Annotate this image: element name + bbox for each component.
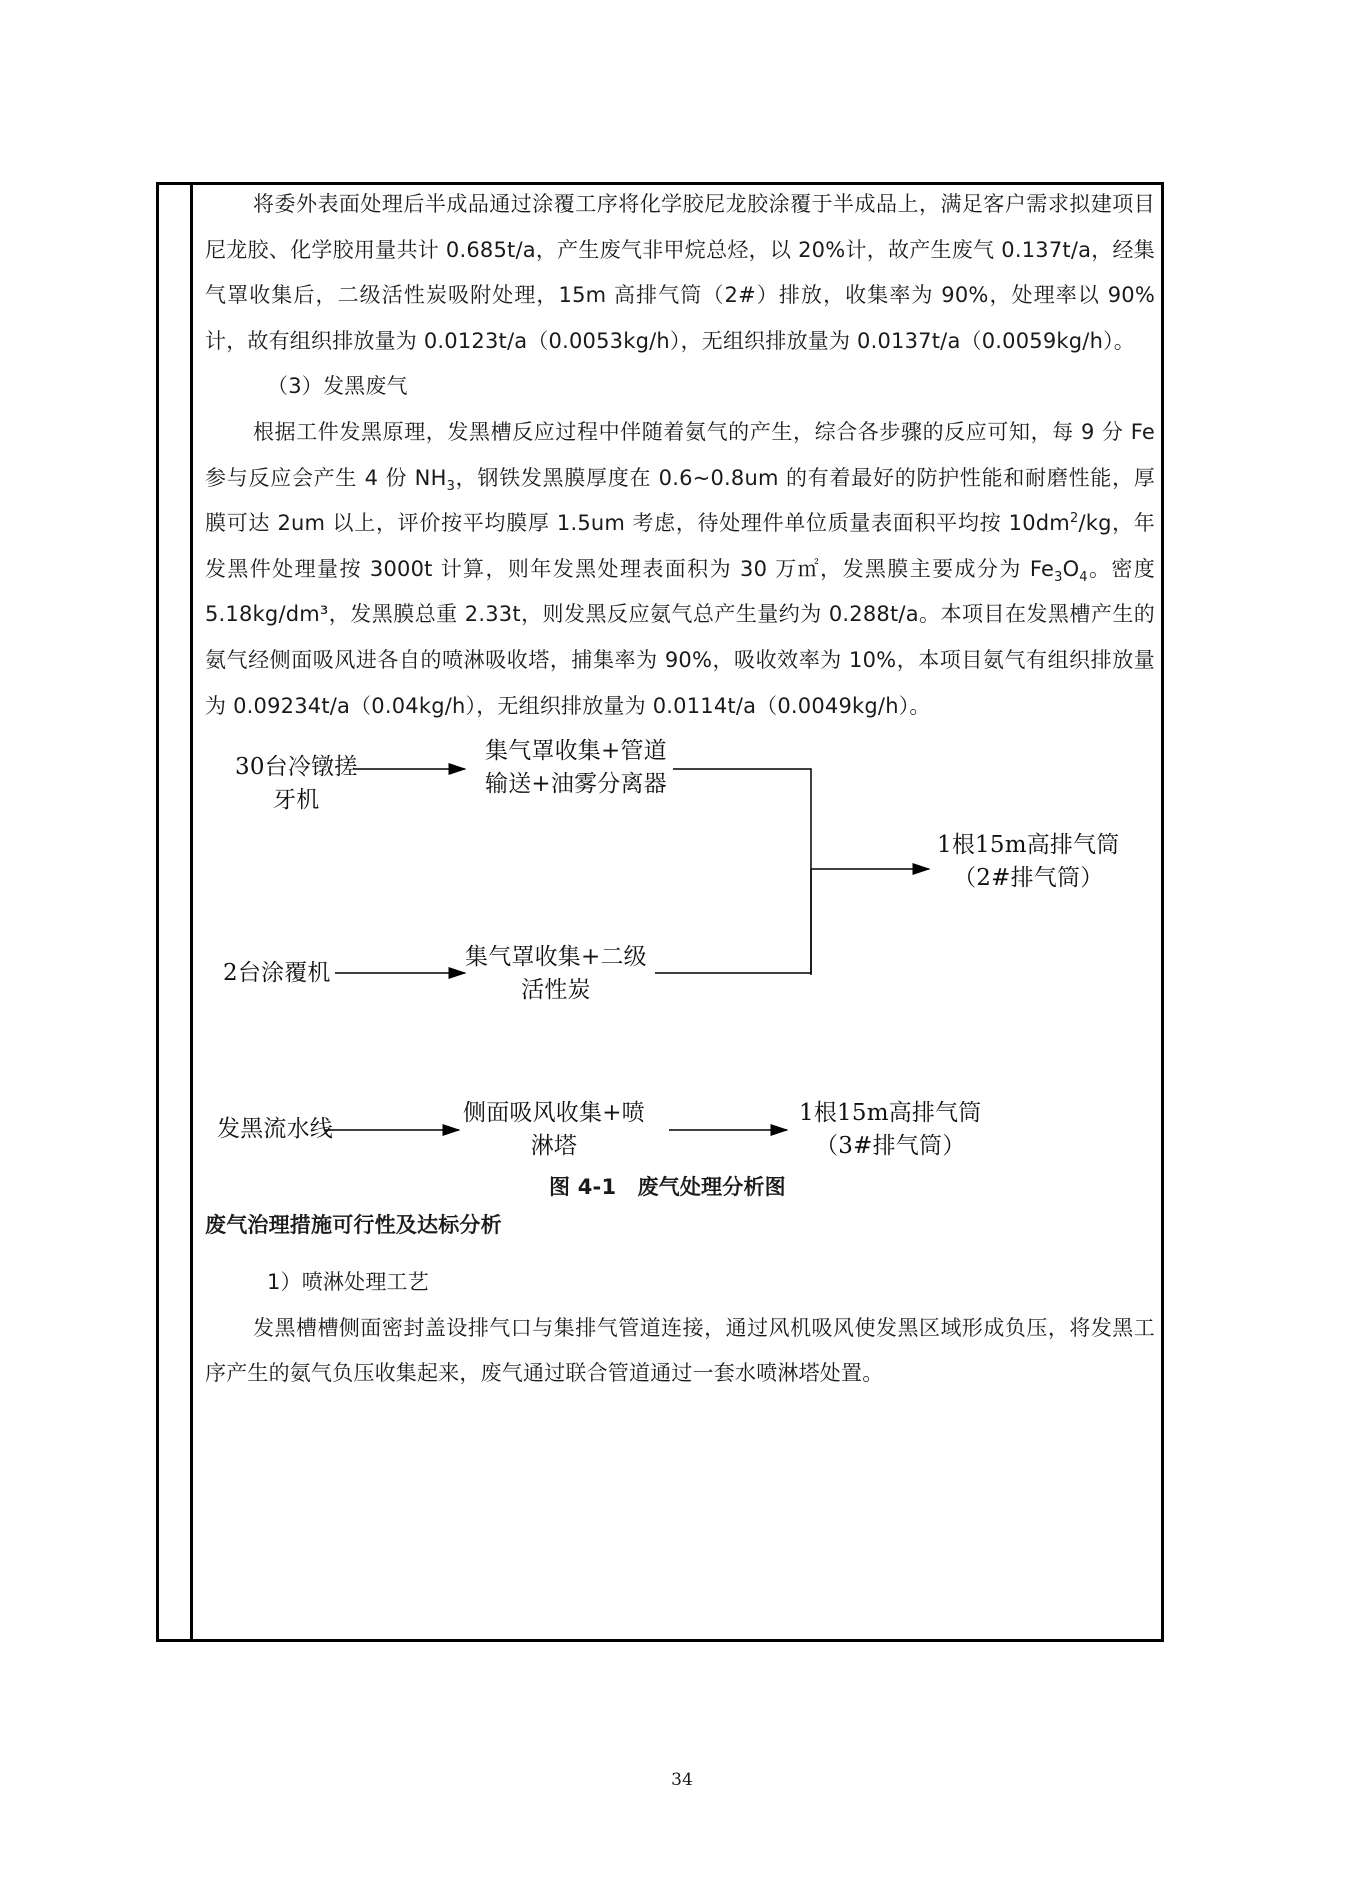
node-source1-line1: 30台冷镦搓 [235,754,358,781]
section-title: 废气治理措施可行性及达标分析 [205,1213,502,1238]
node-source1-line2: 牙机 [273,787,320,814]
paragraph-spray: 发黑槽槽侧面密封盖设排气口与集排气管道连接，通过风机吸风使发黑区域形成负压，将发黑工序产生的氨气负压收集起来，废气通过联合管道通过一套水喷淋塔处置。 [205,1315,1155,1386]
p2-text-c: /kg，年发黑件处理量按 3000t 计算，则年发黑处理表面积为 30 万㎡，发黑膜主要成分为 Fe [205,511,1155,581]
node-outlet1-line1: 1根15m高排气筒 [937,832,1120,859]
p2-sub-3: 4 [1079,569,1088,585]
p2-sub-1: 3 [446,478,456,494]
paragraph-coating: 将委外表面处理后半成品通过涂覆工序将化学胶尼龙胶涂覆于半成品上，满足客户需求拟建项目尼龙胶、化学胶用量共计 0.685t/a，产生废气非甲烷总烃，以 20%计，故产生废气 0.137t/a，经集气罩收集后，二级活性炭吸附处理，15m 高排气筒（2#）排放，收集率为 90%，处理率以 90%计，故有组织排放量为 0.0123t/a（0.0053kg/h），无组织排放量为 0.0137t/a（0.0059kg/h）。 [205,192,1155,353]
node-process2 [465,941,647,1007]
node-outlet1 [937,829,1120,895]
paragraph-blackening [205,410,1155,729]
p2-text-d: O [1062,556,1080,581]
page-number: 34 [671,1770,693,1790]
p2-sub-2: 3 [1054,569,1063,585]
node-outlet2 [799,1097,982,1163]
flow-diagram [205,733,1155,1203]
p2-text-b: ，钢铁发黑膜厚度在 0.6~0.8um 的有着最好的防护性能和耐磨性能，厚膜可达 2um 以上，评价按平均膜厚 1.5um 考虑，待处理件单位质量表面积平均按 10dm [205,465,1156,536]
p2-text-e: 。密度 5.18kg/dm³，发黑膜总重 2.33t，则发黑反应氨气总产生量约为 0.288t/a。本项目在发黑槽产生的氨气经侧面吸风进各自的喷淋吸收塔，捕集率为 90%，吸收效率为 10%，本项目氨气有组织排放量为 0.09234t/a（0.04kg/h），无组织排放量为 0.0114t/a（0.0049kg/h）。 [205,556,1156,718]
cell-content [205,182,1155,1397]
node-source3 [217,1113,333,1146]
node-source3-line1: 发黑流水线 [217,1116,333,1143]
node-outlet2-line2: （3#排气筒） [815,1133,966,1160]
node-process2-line2: 活性炭 [521,977,591,1004]
p2-text-a: 根据工件发黑原理，发黑槽反应过程中伴随着氨气的产生，综合各步骤的反应可知，每 9 分 Fe 参与反应会产生 4 份 NH [205,419,1155,490]
node-source2-line1: 2台涂覆机 [223,960,331,987]
node-process3-line1: 侧面吸风收集+喷 [463,1100,645,1127]
node-outlet1-line2: （2#排气筒） [953,865,1104,892]
node-process3 [463,1097,645,1163]
figure-caption: 图 4-1 废气处理分析图 [549,1175,786,1200]
node-process3-line2: 淋塔 [530,1133,578,1160]
subheading-spray: 1）喷淋处理工艺 [267,1270,429,1295]
p2-sup: 2 [1069,511,1079,527]
node-outlet2-line1: 1根15m高排气筒 [799,1100,982,1127]
node-process1 [485,735,667,801]
node-source2 [223,957,331,990]
node-process1-line1: 集气罩收集+管道 [485,738,667,765]
subheading-blackening: （3）发黑废气 [267,374,408,399]
node-source1 [235,751,357,817]
table-column-divider [190,184,193,1640]
line-process1-to-merge [673,769,811,975]
node-process2-line1: 集气罩收集+二级 [465,944,647,971]
node-process1-line2: 输送+油雾分离器 [485,771,667,798]
line-process2-to-merge [655,869,811,973]
